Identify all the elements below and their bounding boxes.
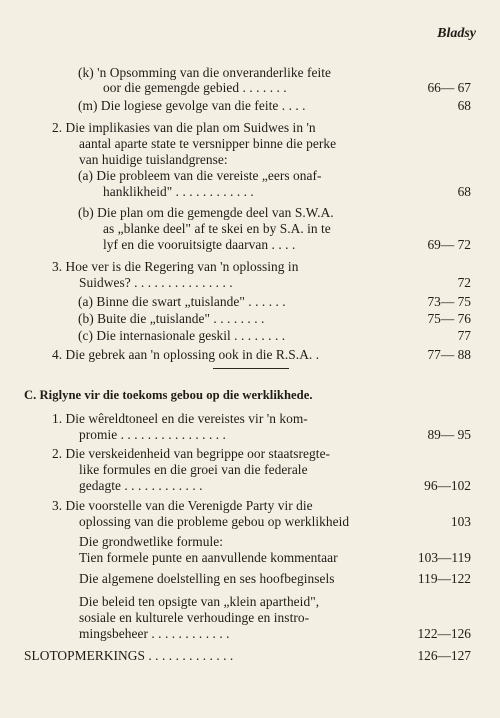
toc-entry-line: as „blanke deel" af te skei en by S.A. in te (103, 221, 331, 236)
toc-page-number: 122—126 (417, 626, 471, 641)
toc-entry-line: sosiale en kulturele verhoudinge en instro- (79, 610, 310, 625)
toc-entry-line: 3. Hoe ver is die Regering van 'n oplossing in (52, 259, 299, 274)
toc-entry-line: lyf en die vooruitsigte daarvan . . . . (103, 237, 296, 252)
toc-entry-line: Die beleid ten opsigte van „klein apartheid", (79, 594, 320, 609)
toc-entry-line: (a) Binne die swart „tuislande" . . . . . . (78, 294, 286, 309)
toc-entry-line: Die algemene doelstelling en ses hoofbeginsels (79, 571, 335, 586)
toc-page-number: 96—102 (424, 478, 471, 493)
toc-entry-line: 1. Die wêreldtoneel en die vereistes vir 'n kom- (52, 411, 308, 426)
toc-page-number: 68 (457, 184, 471, 199)
toc-entry-line: oor die gemengde gebied . . . . . . . (103, 80, 287, 95)
toc-page-number: 66— 67 (427, 80, 471, 95)
toc-page-number: 89— 95 (427, 427, 471, 442)
toc-entry-line: (c) Die internasionale geskil . . . . . . . . (78, 328, 286, 343)
toc-page-number: 72 (457, 275, 471, 290)
toc-entry-line: (k) 'n Opsomming van die onveranderlike feite (78, 65, 332, 80)
toc-entry-line: (m) Die logiese gevolge van die feite . . . . (78, 98, 306, 113)
toc-entry-line: Die grondwetlike formule: (79, 534, 224, 549)
toc-entry-line: promie . . . . . . . . . . . . . . . . (79, 427, 226, 442)
toc-entry-line: Suidwes? . . . . . . . . . . . . . . . (79, 275, 233, 290)
toc-entry-line: aantal aparte state te versnipper binne die perke (79, 136, 337, 151)
toc-page-number: 103—119 (417, 550, 471, 565)
section-c-heading: C. Riglyne vir die toekoms gebou op die werklikhede. (24, 388, 313, 402)
toc-entry-line: 2. Die verskeidenheid van begrippe oor staatsregte- (52, 446, 331, 461)
toc-page-number: 68 (457, 98, 471, 113)
toc-page-number: 69— 72 (427, 237, 471, 252)
toc-entry-line: (a) Die probleem van die vereiste „eers onaf- (78, 168, 322, 183)
toc-page-number: 126—127 (417, 648, 471, 663)
toc-entry-line: like formules en die groei van die federale (79, 462, 308, 477)
toc-page-number: 77 (457, 328, 471, 343)
toc-entry-line: gedagte . . . . . . . . . . . . (79, 478, 203, 493)
section-divider (213, 368, 289, 369)
toc-entry-line: oplossing van die probleme gebou op werklikheid (79, 514, 350, 529)
toc-entry-line: 4. Die gebrek aan 'n oplossing ook in die R.S.A. . (52, 347, 320, 362)
toc-entry-line: hanklikheid" . . . . . . . . . . . . (103, 184, 254, 199)
toc-page-number: 103 (450, 514, 471, 529)
toc-entry-line: 3. Die voorstelle van die Verenigde Party vir die (52, 498, 313, 513)
toc-page-number: 77— 88 (427, 347, 471, 362)
page-column-header: Bladsy (437, 26, 476, 41)
closing-heading: SLOTOPMERKINGS . . . . . . . . . . . . . (24, 648, 234, 663)
toc-page-number: 75— 76 (427, 311, 471, 326)
toc-page-number: 73— 75 (427, 294, 471, 309)
toc-entry-line: 2. Die implikasies van die plan om Suidwes in 'n (52, 120, 316, 135)
toc-entry-line: mingsbeheer . . . . . . . . . . . . (79, 626, 230, 641)
toc-page-number: 119—122 (417, 571, 471, 586)
toc-entry-line: van huidige tuislandgrense: (79, 152, 228, 167)
toc-entry-line: (b) Buite die „tuislande" . . . . . . . . (78, 311, 265, 326)
toc-entry-line: Tien formele punte en aanvullende kommentaar (79, 550, 338, 565)
toc-entry-line: (b) Die plan om die gemengde deel van S.W.A. (78, 205, 334, 220)
